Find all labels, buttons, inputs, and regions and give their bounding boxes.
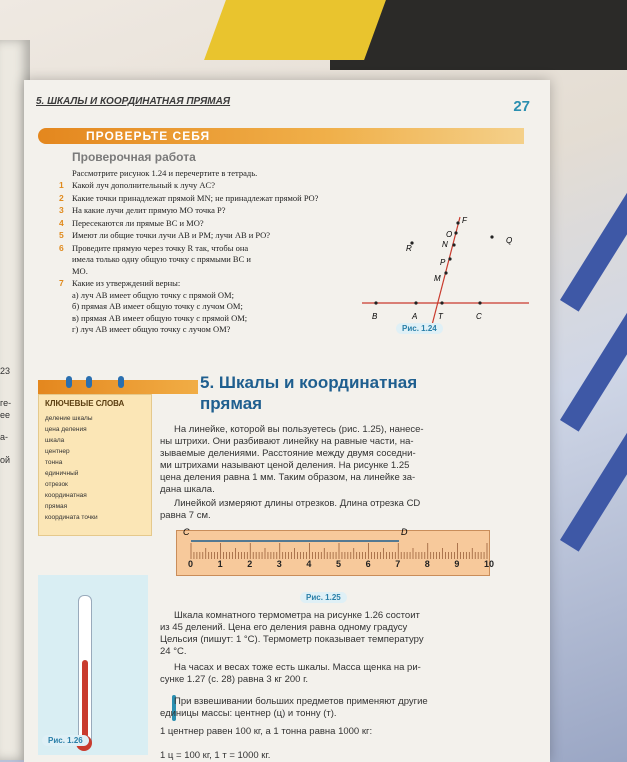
label-b: B — [372, 312, 378, 321]
ruler-number: 7 — [395, 559, 401, 569]
task-text: MO. — [72, 265, 88, 276]
ruler-number: 10 — [484, 559, 495, 569]
paragraph-line: из 45 делений. Цена его деления равна одному градусу — [160, 622, 408, 633]
paragraph-line: На часах и весах тоже есть шкалы. Масса щенка на ри- — [174, 662, 421, 673]
figure-label-1-25: Рис. 1.25 — [300, 592, 347, 603]
ruler-number: 0 — [188, 559, 194, 569]
task-text: На какие лучи делит прямую MO точка P? — [72, 205, 226, 215]
label-a: A — [412, 312, 418, 321]
point-b — [374, 301, 377, 304]
pin-icon — [66, 376, 72, 388]
ruler-label-c: C — [183, 527, 190, 537]
background-yellow-fabric — [204, 0, 386, 60]
point-t — [440, 301, 443, 304]
keyword-item: цена деления — [45, 426, 87, 433]
running-head: 5. ШКАЛЫ И КООРДИНАТНАЯ ПРЯМАЯ — [36, 96, 231, 107]
task-text: Какой луч дополнительный к лучу AC? — [72, 180, 215, 190]
paragraph-line: цена деления равна 1 мм. Таким образом, на линейке за- — [160, 472, 416, 483]
ruler-figure — [176, 527, 495, 576]
thermometer-figure — [38, 575, 148, 755]
task-number: 6 — [59, 242, 64, 253]
point-f — [456, 221, 459, 224]
thermometer-mercury — [82, 660, 88, 738]
ruler-number: 3 — [276, 559, 282, 569]
ruler-number: 2 — [247, 559, 253, 569]
check-yourself-title: ПРОВЕРЬТЕ СЕБЯ — [86, 129, 211, 143]
label-r: R — [406, 244, 412, 253]
paragraph-line: Шкала комнатного термометра на рисунке 1.26 состоит — [174, 610, 420, 621]
keyword-item: единичный — [45, 470, 79, 477]
ruler-ticks — [177, 531, 489, 559]
section-title — [200, 372, 417, 414]
point-m — [444, 271, 447, 274]
label-q: Q — [506, 236, 513, 245]
left-page-fragment: ее — [0, 410, 11, 420]
geometry-figure — [354, 215, 534, 345]
paragraph-line: сунке 1.27 (с. 28) равна 3 кг 200 г. — [160, 674, 309, 685]
ruler-number: 8 — [424, 559, 430, 569]
thermometer-tube — [78, 595, 92, 747]
task-text: в) прямая AB имеет общую точку с прямой OM; — [72, 312, 248, 323]
task-text: Какие из утверждений верны: — [72, 278, 181, 288]
label-n: N — [442, 240, 448, 249]
ruler-number: 5 — [336, 559, 342, 569]
label-t: T — [438, 312, 443, 321]
keyword-item: шкала — [45, 437, 65, 444]
ruler-label-d: D — [401, 527, 408, 537]
keyword-item: прямая — [45, 503, 68, 510]
keyword-item: центнер — [45, 448, 70, 455]
keywords-box — [38, 394, 152, 536]
keyword-item: координата точки — [45, 514, 98, 521]
check-subtitle: Проверочная работа — [72, 150, 196, 164]
paragraph-line: На линейке, которой вы пользуетесь (рис. 1.25), нанесе- — [174, 424, 424, 435]
paragraph-line: ми штрихами называют ценой деления. На рисунке 1.25 — [160, 460, 410, 471]
point-o — [454, 231, 457, 234]
keyword-item: координатная — [45, 492, 87, 499]
paragraph-line: Линейкой измеряют длины отрезков. Длина отрезка CD — [174, 498, 421, 509]
label-p: P — [440, 258, 446, 267]
label-m: M — [434, 274, 441, 283]
task-text: Проведите прямую через точку R так, чтобы она — [72, 242, 249, 253]
label-o: O — [446, 230, 453, 239]
figure-label-1-24: Рис. 1.24 — [396, 323, 443, 334]
paragraph-line: дана шкала. — [160, 484, 215, 495]
ruler-number: 9 — [454, 559, 460, 569]
section-title-line: 5. Шкалы и координатная — [200, 373, 418, 392]
left-page-fragment: а- — [0, 432, 9, 442]
left-page-fragment: ге- — [0, 398, 12, 408]
keyword-item: тонна — [45, 459, 63, 466]
paragraph-line: Цельсия (пишут: 1 °C). Термометр показывает температуру — [160, 634, 424, 645]
page-number: 27 — [513, 98, 530, 115]
paragraph-line: 1 ц = 100 кг, 1 т = 1000 кг. — [160, 750, 271, 761]
paragraph-line: единицы массы: центнер (ц) и тонну (т). — [160, 708, 337, 719]
section-title-line: прямая — [200, 394, 263, 413]
task-text: имела только одну общую точку с прямыми BC и — [72, 254, 251, 264]
point-p — [448, 257, 451, 260]
task-text: Пересекаются ли прямые BC и MO? — [72, 217, 204, 228]
label-c: C — [476, 312, 482, 321]
task-number: 2 — [59, 192, 64, 203]
task-text: Имеют ли общие точки лучи AB и PM; лучи AB и PO? — [72, 230, 271, 240]
keywords-title: КЛЮЧЕВЫЕ СЛОВА — [45, 399, 125, 408]
keyword-item: деление шкалы — [45, 415, 93, 422]
paragraph-line: При взвешивании больших предметов применяют другие — [174, 696, 428, 707]
figure-label-1-26: Рис. 1.26 — [42, 735, 89, 746]
paragraph-line: равна 7 см. — [160, 510, 211, 521]
task-number: 7 — [59, 278, 64, 288]
paragraph-line: ны штрихи. Они разбивают линейку на равные части, на- — [160, 436, 414, 447]
check-yourself-banner — [38, 128, 524, 144]
point-a — [414, 301, 417, 304]
left-page-fragment: 23 — [0, 366, 11, 376]
task-number: 1 — [59, 180, 64, 190]
check-intro: Рассмотрите рисунок 1.24 и перечертите в тетрадь. — [72, 168, 258, 178]
ruler-number: 6 — [365, 559, 371, 569]
paragraph-line: 24 °C. — [160, 646, 187, 657]
task-text: г) луч AB имеет общую точку с лучом OM? — [72, 324, 231, 334]
task-number: 4 — [59, 217, 64, 228]
point-c — [478, 301, 481, 304]
point-n — [452, 243, 455, 246]
task-number: 3 — [59, 205, 64, 215]
left-page-fragment: ой — [0, 455, 11, 465]
textbook-page — [24, 80, 550, 762]
ruler-number: 1 — [217, 559, 223, 569]
paragraph-line: зываемые делениями. Расстояние между двумя соседни- — [160, 448, 416, 459]
task-text: б) прямая AB имеет общую точку с лучом OM; — [72, 301, 243, 311]
pin-icon — [118, 376, 124, 388]
paragraph-line: 1 центнер равен 100 кг, а 1 тонна равна 1000 кг: — [160, 726, 373, 737]
pin-icon — [86, 376, 92, 388]
task-number: 5 — [59, 230, 64, 240]
ruler-number: 4 — [306, 559, 312, 569]
task-text: Какие точки принадлежат прямой MN; не принадлежат прямой PO? — [72, 192, 319, 203]
keyword-item: отрезок — [45, 481, 68, 488]
task-text: а) луч AB имеет общую точку с прямой OM; — [72, 289, 234, 300]
label-f: F — [462, 216, 467, 225]
point-q — [490, 235, 493, 238]
